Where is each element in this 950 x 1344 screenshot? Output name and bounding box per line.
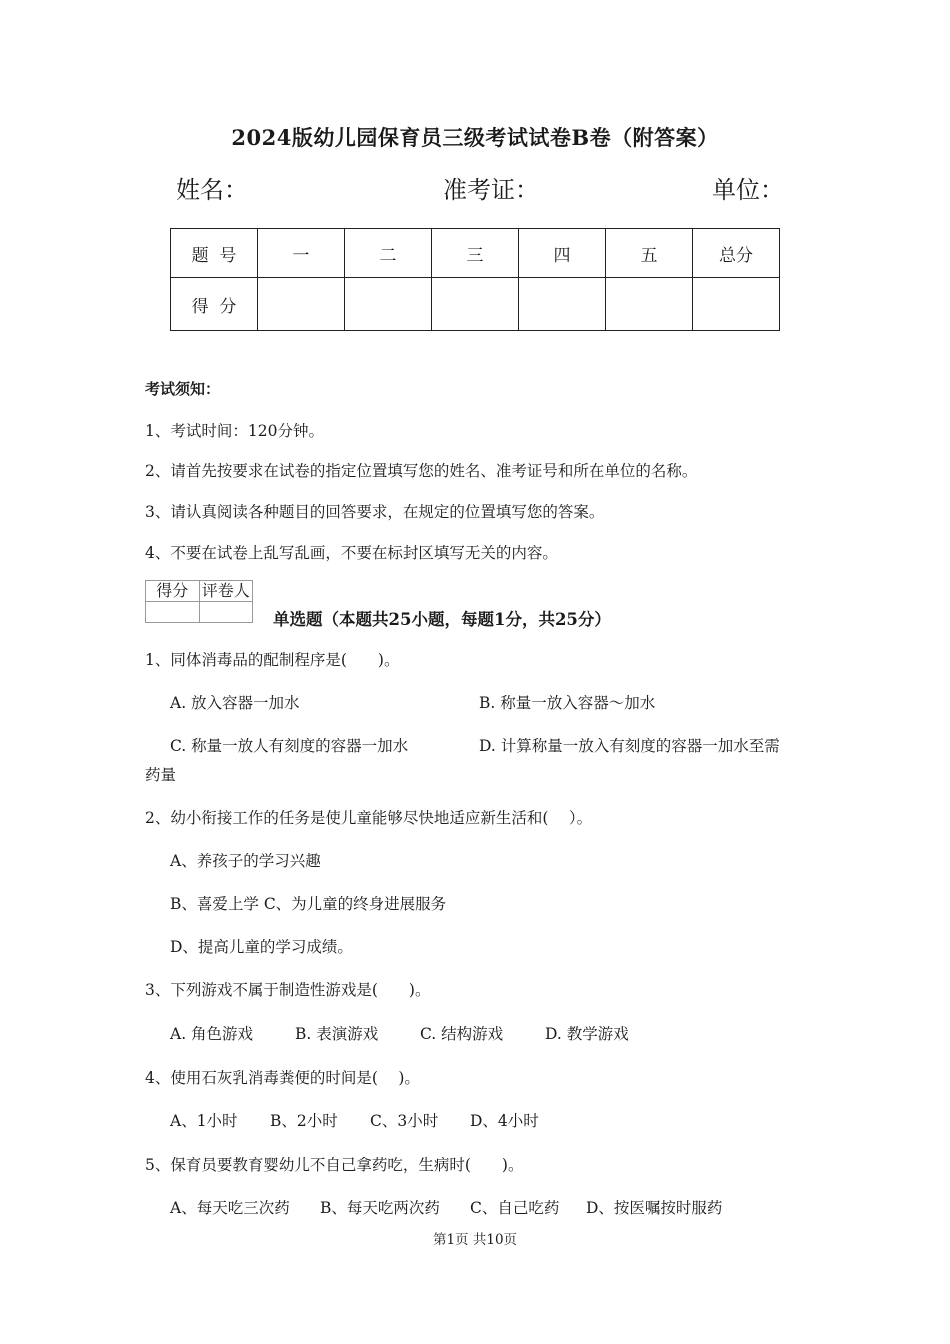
question-stem: 3、下列游戏不属于制造性游戏是( )。: [145, 981, 431, 999]
exam-id-label: 准考证：: [443, 176, 539, 204]
question-option[interactable]: D、按医嘱按时服药: [586, 1199, 723, 1217]
score-table-cell: 二: [345, 229, 432, 278]
question-stem: 1、同体消毒品的配制程序是( )。: [145, 651, 400, 669]
notice-item: 1、考试时间：120分钟。: [145, 422, 324, 440]
question-option[interactable]: D、4小时: [470, 1112, 539, 1130]
score-table-cell: 题 号: [171, 229, 258, 278]
question-option[interactable]: C. 结构游戏: [420, 1025, 504, 1043]
question-option[interactable]: C、3小时: [370, 1112, 439, 1130]
name-label: 姓名：: [176, 176, 248, 204]
score-input-cell[interactable]: [432, 278, 519, 331]
score-table-cell: 得 分: [171, 278, 258, 331]
question-stem: 5、保育员要教育婴幼儿不自己拿药吃，生病时( )。: [145, 1156, 524, 1174]
question-option[interactable]: D. 教学游戏: [545, 1025, 629, 1043]
question-option-continuation: 药量: [145, 766, 177, 784]
grader-box: [145, 580, 253, 623]
page-number: 第1页 共10页: [432, 1232, 518, 1248]
score-table-cell: 一: [258, 229, 345, 278]
question-option[interactable]: D、提高儿童的学习成绩。: [170, 938, 353, 956]
question-option[interactable]: C、自己吃药: [470, 1199, 560, 1217]
question-option[interactable]: C. 称量一放人有刻度的容器一加水: [170, 737, 409, 755]
score-input-cell[interactable]: [345, 278, 432, 331]
score-input-cell[interactable]: [693, 278, 780, 331]
score-table: [170, 228, 780, 331]
score-table-cell: 三: [432, 229, 519, 278]
question-stem: 4、使用石灰乳消毒粪便的时间是( )。: [145, 1069, 420, 1087]
score-table-cell: 五: [606, 229, 693, 278]
question-option[interactable]: A、1小时: [170, 1112, 238, 1130]
score-table-cell: 总分: [693, 229, 780, 278]
score-table-header-row: [171, 229, 780, 278]
question-option[interactable]: B. 称量一放入容器～加水: [479, 694, 656, 712]
notice-item: 2、请首先按要求在试卷的指定位置填写您的姓名、准考证号和所在单位的名称。: [145, 462, 698, 480]
question-option[interactable]: B. 表演游戏: [295, 1025, 379, 1043]
score-table-cell: 四: [519, 229, 606, 278]
question-option[interactable]: A. 放入容器一加水: [170, 694, 300, 712]
question-option[interactable]: B、2小时: [270, 1112, 338, 1130]
question-option[interactable]: A、养孩子的学习兴趣: [170, 852, 321, 870]
score-table-score-row: [171, 278, 780, 331]
question-option[interactable]: D. 计算称量一放入有刻度的容器一加水至需: [479, 737, 780, 755]
question-stem: 2、幼小衔接工作的任务是使儿童能够尽快地适应新生活和( ）。: [145, 809, 593, 827]
unit-label: 单位：: [712, 176, 784, 204]
question-option[interactable]: A. 角色游戏: [170, 1025, 254, 1043]
score-input-cell[interactable]: [606, 278, 693, 331]
notice-item: 3、请认真阅读各种题目的回答要求，在规定的位置填写您的答案。: [145, 503, 605, 521]
grader-name-label: 评卷人: [199, 581, 253, 602]
score-input-cell[interactable]: [258, 278, 345, 331]
exam-title: 2024版幼儿园保育员三级考试试卷B卷（附答案）: [231, 125, 719, 150]
notice-item: 4、不要在试卷上乱写乱画，不要在标封区填写无关的内容。: [145, 544, 558, 562]
grader-name-cell[interactable]: [199, 602, 253, 623]
grader-score-label: 得分: [146, 581, 200, 602]
question-option[interactable]: B、每天吃两次药: [320, 1199, 440, 1217]
grader-score-cell[interactable]: [146, 602, 200, 623]
question-option[interactable]: B、喜爱上学 C、为儿童的终身进展服务: [170, 895, 447, 913]
score-input-cell[interactable]: [519, 278, 606, 331]
section-title: 单选题（本题共25小题，每题1分，共25分）: [273, 610, 611, 629]
question-option[interactable]: A、每天吃三次药: [170, 1199, 290, 1217]
notice-heading: 考试须知：: [145, 380, 221, 398]
